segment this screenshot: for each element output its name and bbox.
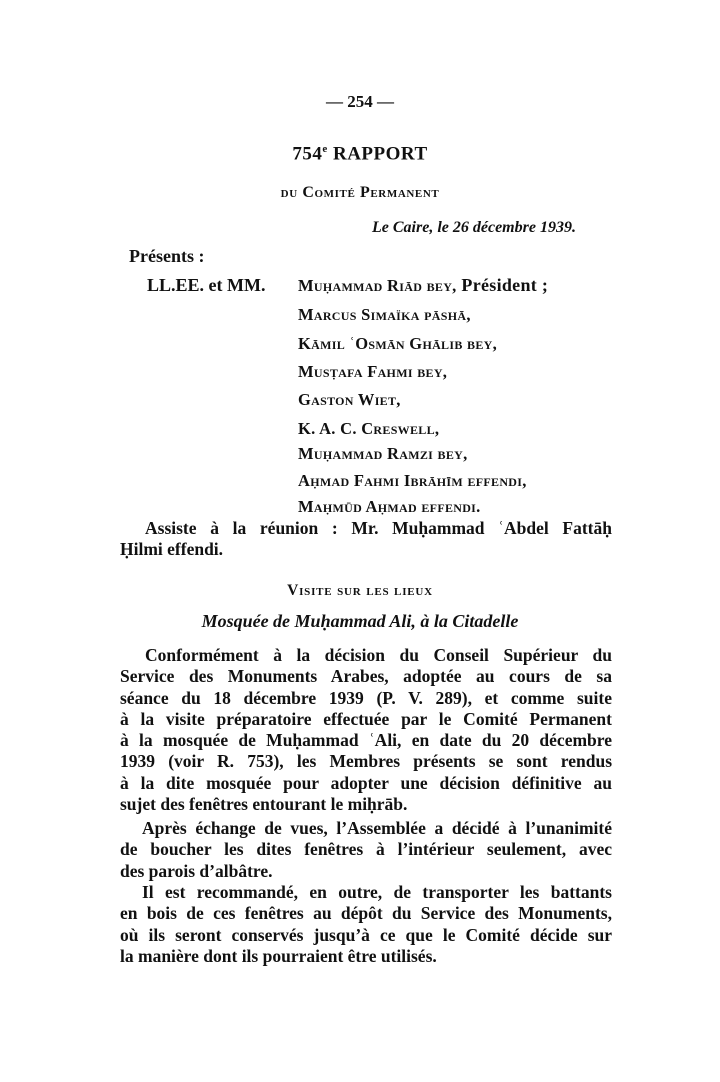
member-name: Aḥmad Fahmi Ibrāhīm effendi,: [298, 471, 527, 490]
section-title: Visite sur les lieux: [287, 582, 433, 599]
assiste-paragraph: [120, 518, 612, 561]
member-name: Kāmil ʿOsmān Ghālib bey,: [298, 334, 498, 353]
committee-heading: du Comité Permanent: [280, 184, 440, 201]
member-name: K. A. C. Creswell,: [298, 419, 440, 438]
paragraph-3: [120, 882, 612, 967]
page-number: — 254 —: [326, 92, 394, 111]
report-title: [0, 143, 720, 165]
member-role: Président ;: [456, 275, 549, 295]
paragraph-line: à la dite mosquée pour adopter une décision définitive au: [120, 772, 612, 793]
paragraph-line: sujet des fenêtres entourant le miḥrāb.: [120, 794, 408, 815]
report-word: RAPPORT: [332, 143, 428, 165]
member-name: Muḥammad Ramzi bey,: [298, 444, 468, 463]
member-name: Gaston Wiet,: [298, 390, 401, 409]
presents-label: Présents :: [129, 246, 205, 266]
place-date: Le Caire, le 26 décembre 1939.: [372, 219, 576, 236]
paragraph-line: de boucher les dites fenêtres à l’intérieur seulement, avec: [120, 839, 612, 860]
paragraph-line: Après échange de vues, l’Assemblée a décidé à l’unanimité: [142, 818, 612, 838]
assiste-line: Ḥilmi effendi.: [120, 539, 224, 560]
paragraph-line: à la mosquée de Muḥammad ʿAli, en date du 20 décembre: [120, 730, 612, 751]
member-entry: [298, 471, 527, 491]
paragraph-line: Service des Monuments Arabes, adoptée au cours de sa: [120, 666, 612, 687]
member-entry: [298, 444, 468, 464]
report-number-suffix: e: [322, 143, 328, 155]
paragraph-line: séance du 18 décembre 1939 (P. V. 289), et comme suite: [120, 687, 612, 708]
member-entry: [298, 362, 447, 382]
paragraph-line: Conformément à la décision du Conseil Supérieur du: [145, 645, 612, 665]
paragraph-line: où ils seront conservés jusqu’à ce que le Comité décide sur: [120, 924, 612, 945]
paragraph-line: à la visite préparatoire effectuée par le Comité Permanent: [120, 708, 612, 729]
member-entry: [298, 334, 497, 354]
member-name: Maḥmūd Aḥmad effendi.: [298, 497, 481, 516]
member-entry: [298, 305, 471, 325]
member-name: Muḥammad Riād bey,: [298, 276, 457, 295]
member-name: Marcus Simaïka pāshā,: [298, 305, 471, 324]
member-entry: [298, 275, 548, 296]
paragraph-line: 1939 (voir R. 753), les Membres présents se sont rendus: [120, 751, 612, 772]
attendees-prefix: LL.EE. et MM.: [147, 275, 266, 295]
report-number: 754: [292, 143, 323, 165]
paragraph-2: [120, 818, 612, 882]
paragraph-line: des parois d’albâtre.: [120, 860, 273, 881]
section-subtitle: Mosquée de Muḥammad Ali, à la Citadelle: [201, 611, 519, 631]
paragraph-1: [120, 645, 612, 815]
paragraph-line: en bois de ces fenêtres au dépôt du Service des Monuments,: [120, 903, 612, 924]
member-entry: [298, 419, 439, 439]
assiste-line: Assiste à la réunion : Mr. Muḥammad ʿAbdel Fattāḥ: [145, 518, 612, 538]
member-entry: [298, 497, 481, 517]
member-entry: [298, 390, 401, 410]
paragraph-line: Il est recommandé, en outre, de transporter les battants: [142, 882, 612, 902]
member-name: Musṭafa Fahmi bey,: [298, 362, 448, 381]
paragraph-line: la manière dont ils pourraient être utilisés.: [120, 945, 437, 966]
